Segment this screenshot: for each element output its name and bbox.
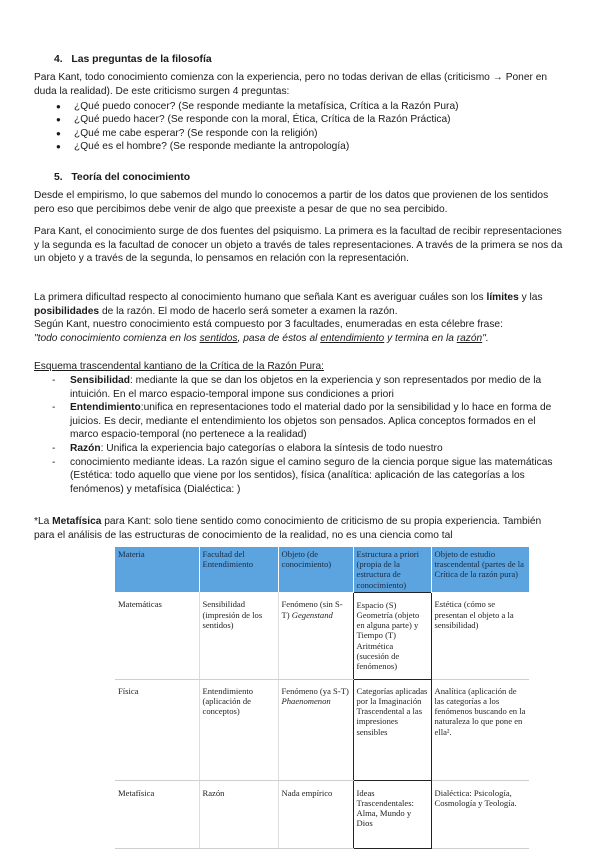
table-cell: Dialéctica: Psicología, Cosmología y Teología. <box>431 780 529 848</box>
table-row <box>115 679 529 780</box>
list-item: - Entendimiento:unifica en representaciones todo el material dado por la sensibilidad y lo hace en forma de juicios. Es decir, mediante el entendimiento los objetos son pensados. Aplica conceptos formados en el marco espacio-temporal (no pertenece a la realidad) <box>52 401 564 442</box>
table-header: Materia <box>115 547 199 592</box>
term-posibilidades: posibilidades <box>34 305 100 317</box>
kant-table <box>115 547 529 849</box>
term-metafisica: Metafísica <box>52 516 102 527</box>
table-header: Facultad del Entendimiento <box>199 547 278 592</box>
metafisica-note: *La Metafísica para Kant: solo tiene sentido como conocimiento de criticismo de su propia experiencia. También para el análisis de las estructuras de conocimiento de la realidad, no es una ciencia como tal <box>34 516 542 541</box>
section-title: Las preguntas de la filosofía <box>71 54 212 65</box>
table-cell: Sensibilidad (impresión de los sentidos) <box>199 592 278 679</box>
list-item: - conocimiento mediante ideas. La razón sigue el camino seguro de la ciencia porque sigue las matemáticas (Estética: todo aquello que viene por los sentidos), física (analítica: aplicación de las categorías a los fenómenos) y metafísica (Dialéctica: ) <box>52 456 564 497</box>
section-4-heading <box>54 54 212 65</box>
table-header: Objeto (de conocimiento) <box>278 547 353 592</box>
list-item: ● ¿Qué es el hombre? (Se responde mediante la antropología) <box>56 140 556 153</box>
table-cell: Nada empírico <box>278 780 353 848</box>
esquema-title: Esquema trascendental kantiano de la Crítica de la Razón Pura: <box>34 361 324 372</box>
section-5-heading <box>54 172 190 183</box>
table-cell: Razón <box>199 780 278 848</box>
list-item: ● ¿Qué me cabe esperar? (Se responde con la religión) <box>56 127 556 140</box>
table-cell: Fenómeno (sin S-T) Gegenstand <box>278 592 353 679</box>
table-cell: Metafísica <box>115 780 199 848</box>
section-number: 4. <box>54 54 63 65</box>
table-cell: Analítica (aplicación de las categorías a los fenómenos buscando en la naturaleza lo que pone en ella². <box>431 679 529 780</box>
table-header: Objeto de estudio trascendental (partes de la Crítica de la razón pura) <box>431 547 529 592</box>
questions-list <box>56 100 556 153</box>
table-cell: Ideas Trascendentales: Alma, Mundo y Dios <box>353 780 431 848</box>
esquema-list <box>52 374 564 496</box>
section-4-intro: Para Kant, todo conocimiento comienza con la experiencia, pero no todas derivan de ellas (criticismo → Poner en duda la realidad). De este criticismo surgen 4 preguntas: <box>34 72 548 97</box>
section-number: 5. <box>54 172 63 183</box>
table-cell: Categorías aplicadas por la Imaginación Trascendental a las impresiones sensibles <box>353 679 431 780</box>
paragraph-limites: La primera dificultad respecto al conocimiento humano que señala Kant es averiguar cuáles son los límites y las posibilidades de la razón. El modo de hacerlo será someter a examen la razón. <box>34 292 543 317</box>
table-cell: Matemáticas <box>115 592 199 679</box>
paragraph-facultades: Según Kant, nuestro conocimiento está compuesto por 3 facultades, enumeradas en esta célebre frase: <box>34 319 503 330</box>
list-item: - Sensibilidad: mediante la que se dan los objetos en la experiencia y son representados por medio de la intuición. En el marco espacio-temporal impone sus condiciones a priori <box>52 374 564 401</box>
table-row <box>115 780 529 848</box>
table-row <box>115 592 529 679</box>
kant-quote: "todo conocimiento comienza en los sentidos, pasa de éstos al entendimiento y termina en la razón". <box>34 333 489 344</box>
table-header: Estructura a priori (propia de la estructura de conocimiento) <box>353 547 431 592</box>
term-limites: límites <box>486 292 519 303</box>
list-item: ● ¿Qué puedo hacer? (Se responde con la moral, Ética, Crítica de la Razón Práctica) <box>56 113 556 126</box>
list-item: ● ¿Qué puedo conocer? (Se responde mediante la metafísica, Crítica a la Razón Pura) <box>56 100 556 113</box>
table-cell: Espacio (S) Geometría (objeto en alguna parte) y Tiempo (T) Aritmética (sucesión de fenómenos) <box>353 592 431 679</box>
table-cell: Entendimiento (aplicación de conceptos) <box>199 679 278 780</box>
table-cell: Física <box>115 679 199 780</box>
table-header-row <box>115 547 529 592</box>
table-cell: Fenómeno (ya S-T) Phaenomenon <box>278 679 353 780</box>
paragraph-fuentes: Para Kant, el conocimiento surge de dos fuentes del psiquismo. La primera es la facultad de recibir representaciones y la segunda es la facultad de conocer un objeto a través de tales representaciones. A través de la primera se nos da un objeto y a través de la segunda, lo pensamos en relación con la representación. <box>34 226 563 265</box>
table-cell: Estética (cómo se presentan el objeto a la sensibilidad) <box>431 592 529 679</box>
paragraph-empirismo: Desde el empirismo, lo que sabemos del mundo lo conocemos a partir de los datos que provienen de los sentidos pero eso que percibimos debe venir de algo que preexiste a pesar de que no sea percibido. <box>34 190 549 215</box>
section-title: Teoría del conocimiento <box>71 172 191 183</box>
list-item: - Razón: Unifica la experiencia bajo categorías o elabora la síntesis de todo nuestro <box>52 442 564 456</box>
